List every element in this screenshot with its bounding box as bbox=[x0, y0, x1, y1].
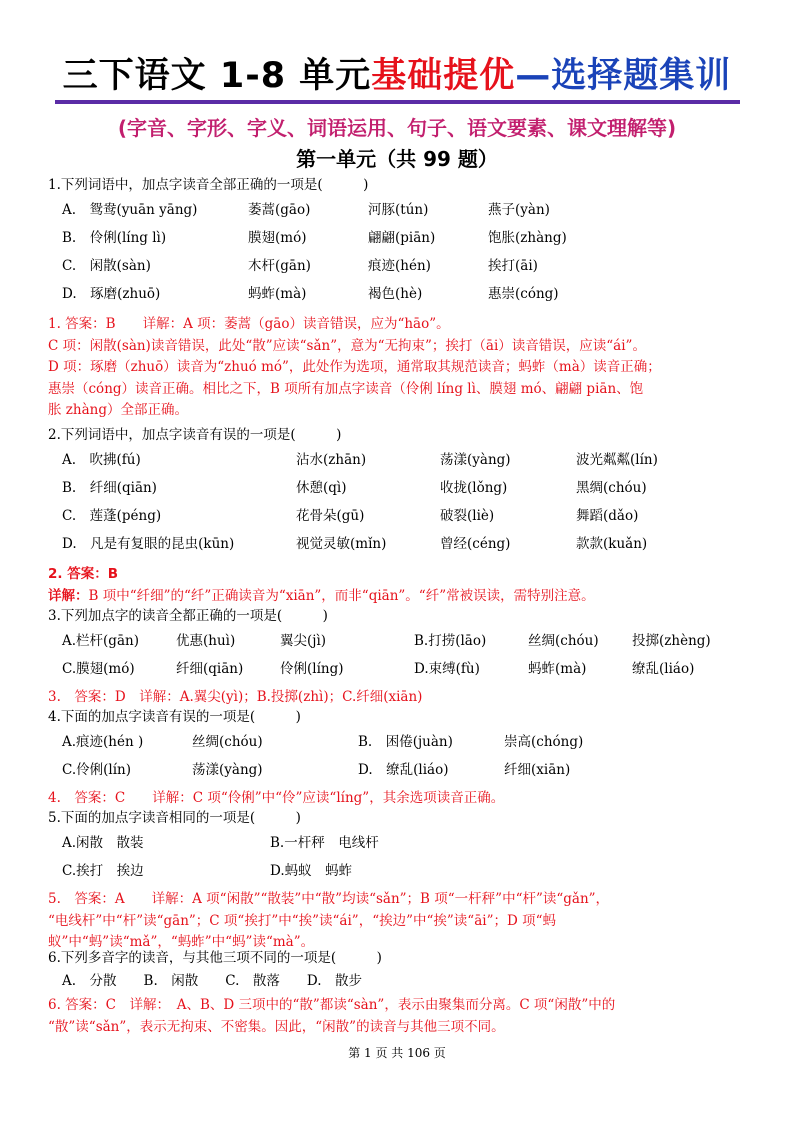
answer-label: 2. 答案：B bbox=[48, 566, 119, 582]
option-cell: 休憩(qì) bbox=[296, 480, 347, 496]
option-row bbox=[48, 756, 753, 784]
title-underline bbox=[55, 100, 740, 104]
question-stem: 2.下列词语中，加点字读音有误的一项是( ) bbox=[48, 427, 342, 443]
option-cell: B. 纤细(qiān) bbox=[62, 480, 157, 496]
option-cell: A. 鸳鸯(yuān yāng) bbox=[62, 202, 198, 218]
option-cell: 收拢(lǒng) bbox=[440, 480, 508, 496]
option-cell: 缭乱(liáo) bbox=[632, 661, 695, 677]
answer-explanation bbox=[48, 314, 753, 422]
answer-line: 6. 答案：C 详解： A、B、D 三项中的“散”都读“sàn”，表示由聚集而分离。C 项“闲散”中的 bbox=[48, 997, 616, 1013]
option-cell: 纤细(qiān) bbox=[176, 661, 244, 677]
option-cell: 波光粼粼(lín) bbox=[576, 452, 658, 468]
option-cell: 款款(kuǎn) bbox=[576, 536, 648, 552]
option-cell: 丝绸(chóu) bbox=[528, 633, 599, 649]
option-row bbox=[48, 655, 753, 683]
answer-line: 5. 答案：A 详解：A 项“闲散”“散装”中“散”均读“sǎn”；B 项“一杆秤”中“杆”读“gǎn”， bbox=[48, 891, 610, 907]
answer-line: D 项：琢磨（zhuō）读音为“zhuó mó”，此处作为选项，通常取其规范读音；蚂蚱（mà）读音正确； bbox=[48, 359, 661, 375]
option-row bbox=[48, 627, 753, 655]
question-stem: 1.下列词语中，加点字读音全部正确的一项是( ) bbox=[48, 177, 369, 193]
option-cell: D.蚂蚁 蚂蚱 bbox=[270, 863, 353, 879]
option-cell: C. 闲散(sàn) bbox=[62, 258, 151, 274]
option-cell: B.一杆秤 电线杆 bbox=[270, 835, 379, 851]
option-cell: 舞蹈(dǎo) bbox=[576, 508, 639, 524]
answer-line: 蚁”中“蚂”读“mǎ”，“蚂蚱”中“蚂”读“mà”。 bbox=[48, 934, 315, 950]
option-cell: A. 分散 B. 闲散 C. 散落 D. 散步 bbox=[62, 973, 363, 989]
option-cell: B. 伶俐(líng lì) bbox=[62, 230, 167, 246]
option-cell: 荡漾(yàng) bbox=[440, 452, 511, 468]
option-cell: 曾经(céng) bbox=[440, 536, 511, 552]
question-4 bbox=[48, 706, 753, 810]
page-footer: 第 1 页 共 106 页 bbox=[348, 1046, 446, 1060]
option-cell: 花骨朵(gū) bbox=[296, 508, 365, 524]
answer-explanation bbox=[48, 564, 753, 607]
option-cell: C.伶俐(lín) bbox=[62, 762, 132, 778]
option-cell: 惠崇(cóng) bbox=[488, 286, 559, 302]
answer-line: 惠崇（cóng）读音正确。相比之下，B 项所有加点字读音（伶俐 líng lì、膜翅 mó、翩翩 piān、饱 bbox=[48, 380, 644, 397]
answer-detail-label: 详解： bbox=[48, 587, 89, 604]
option-cell: 荡漾(yàng) bbox=[192, 762, 263, 778]
answer-explanation: 4. 答案：C 详解：C 项“伶俐”中“伶”应读“líng”，其余选项读音正确。 bbox=[48, 790, 505, 806]
option-cell: D.束缚(fù) bbox=[414, 661, 480, 677]
option-cell: 褐色(hè) bbox=[368, 286, 423, 302]
option-cell: 河豚(tún) bbox=[368, 202, 429, 218]
answer-explanation bbox=[48, 889, 753, 954]
question-stem: 6.下列多音字的读音，与其他三项不同的一项是( ) bbox=[48, 950, 382, 966]
title-part3: —选择题集训 bbox=[515, 56, 732, 96]
option-cell: 膜翅(mó) bbox=[248, 230, 307, 246]
option-cell: 伶俐(líng) bbox=[280, 661, 344, 677]
answer-explanation bbox=[48, 995, 753, 1038]
option-cell: D. 凡是有复眼的昆虫(kūn) bbox=[62, 536, 235, 552]
option-row bbox=[48, 502, 753, 530]
answer-explanation: 3. 答案：D 详解：A.翼尖(yì)；B.投掷(zhì)；C.纤细(xiān) bbox=[48, 689, 423, 705]
option-cell: B.打捞(lāo) bbox=[414, 633, 487, 649]
title-part2: 基础提优 bbox=[371, 56, 516, 96]
question-1 bbox=[48, 174, 753, 422]
question-stem: 3.下列加点字的读音全都正确的一项是( ) bbox=[48, 608, 328, 624]
option-cell: D. 琢磨(zhuō) bbox=[62, 286, 161, 302]
option-cell: 黑绸(chóu) bbox=[576, 480, 647, 496]
option-row bbox=[48, 196, 753, 224]
option-cell: 沾水(zhān) bbox=[296, 452, 367, 468]
option-row bbox=[48, 446, 753, 474]
option-cell: A.闲散 散装 bbox=[62, 835, 144, 851]
option-cell: 挨打(āi) bbox=[488, 258, 538, 274]
option-cell: 蚂蚱(mà) bbox=[248, 286, 307, 302]
answer-line: “散”读“sǎn”，表示无拘束、不密集。因此，“闲散”的读音与其他三项不同。 bbox=[48, 1018, 505, 1035]
question-5 bbox=[48, 807, 753, 954]
option-cell: C. 莲蓬(péng) bbox=[62, 508, 162, 524]
page-subtitle: (字音、字形、字义、词语运用、句子、语文要素、课文理解等) bbox=[117, 116, 677, 140]
option-cell: 木杆(gān) bbox=[248, 258, 311, 274]
question-stem: 4.下面的加点字读音有误的一项是( ) bbox=[48, 709, 301, 725]
answer-line: 胀 zhàng）全部正确。 bbox=[48, 402, 188, 418]
answer-line: “电线杆”中“杆”读“gān”；C 项“挨打”中“挨”读“ái”，“挨边”中“挨”读“āi”；D 项“蚂 bbox=[48, 912, 556, 929]
option-row bbox=[48, 224, 753, 252]
option-cell: A.痕迹(hén ) bbox=[62, 734, 144, 750]
question-6 bbox=[48, 947, 753, 1038]
answer-line: B 项中“纤细”的“纤”正确读音为“xiān”，而非“qiān”。“纤”常被误读，需特别注意。 bbox=[88, 587, 595, 604]
answer-line: 1. 答案：B 详解：A 项：萎蒿（gāo）读音错误，应为“hāo”。 bbox=[48, 316, 450, 332]
option-row bbox=[48, 280, 753, 308]
option-cell: C.膜翅(mó) bbox=[62, 661, 135, 677]
option-cell: 饱胀(zhàng) bbox=[488, 230, 567, 246]
option-cell: 投掷(zhèng) bbox=[632, 633, 711, 649]
page-title bbox=[0, 54, 794, 98]
option-cell: 丝绸(chóu) bbox=[192, 734, 263, 750]
option-row bbox=[48, 252, 753, 280]
option-cell: 破裂(liè) bbox=[440, 508, 495, 524]
option-cell: 优惠(huì) bbox=[176, 633, 236, 649]
option-row bbox=[48, 474, 753, 502]
option-cell: B. 困倦(juàn) bbox=[358, 734, 453, 750]
option-cell: 翼尖(jì) bbox=[280, 633, 327, 649]
option-cell: 萎蒿(gāo) bbox=[248, 202, 311, 218]
option-row bbox=[48, 530, 753, 558]
unit-heading: 第一单元（共 99 题） bbox=[296, 147, 498, 171]
option-cell: C.挨打 挨边 bbox=[62, 863, 144, 879]
title-part1: 三下语文 1-8 单元 bbox=[62, 56, 372, 96]
question-stem: 5.下面的加点字读音相同的一项是( ) bbox=[48, 810, 301, 826]
question-2 bbox=[48, 424, 753, 607]
option-cell: D. 缭乱(liáo) bbox=[358, 762, 449, 778]
option-cell: 崇高(chóng) bbox=[504, 734, 584, 750]
option-cell: 视觉灵敏(mǐn) bbox=[296, 536, 387, 552]
option-row bbox=[48, 728, 753, 756]
option-cell: 纤细(xiān) bbox=[504, 762, 571, 778]
option-cell: 燕子(yàn) bbox=[488, 202, 550, 218]
option-row bbox=[48, 857, 753, 885]
answer-line: C 项：闲散(sàn)读音错误，此处“散”应读“sǎn”，意为“无拘束”；挨打（āi）读音错误，应读“ái”。 bbox=[48, 337, 646, 354]
option-cell: 翩翩(piān) bbox=[368, 230, 436, 246]
option-row bbox=[48, 829, 753, 857]
option-cell: 痕迹(hén) bbox=[368, 258, 431, 274]
option-cell: A. 吹拂(fú) bbox=[62, 452, 141, 468]
option-cell: 蚂蚱(mà) bbox=[528, 661, 587, 677]
option-cell: A.栏杆(gān) bbox=[62, 633, 139, 649]
question-3 bbox=[48, 605, 753, 709]
option-row bbox=[48, 969, 753, 993]
